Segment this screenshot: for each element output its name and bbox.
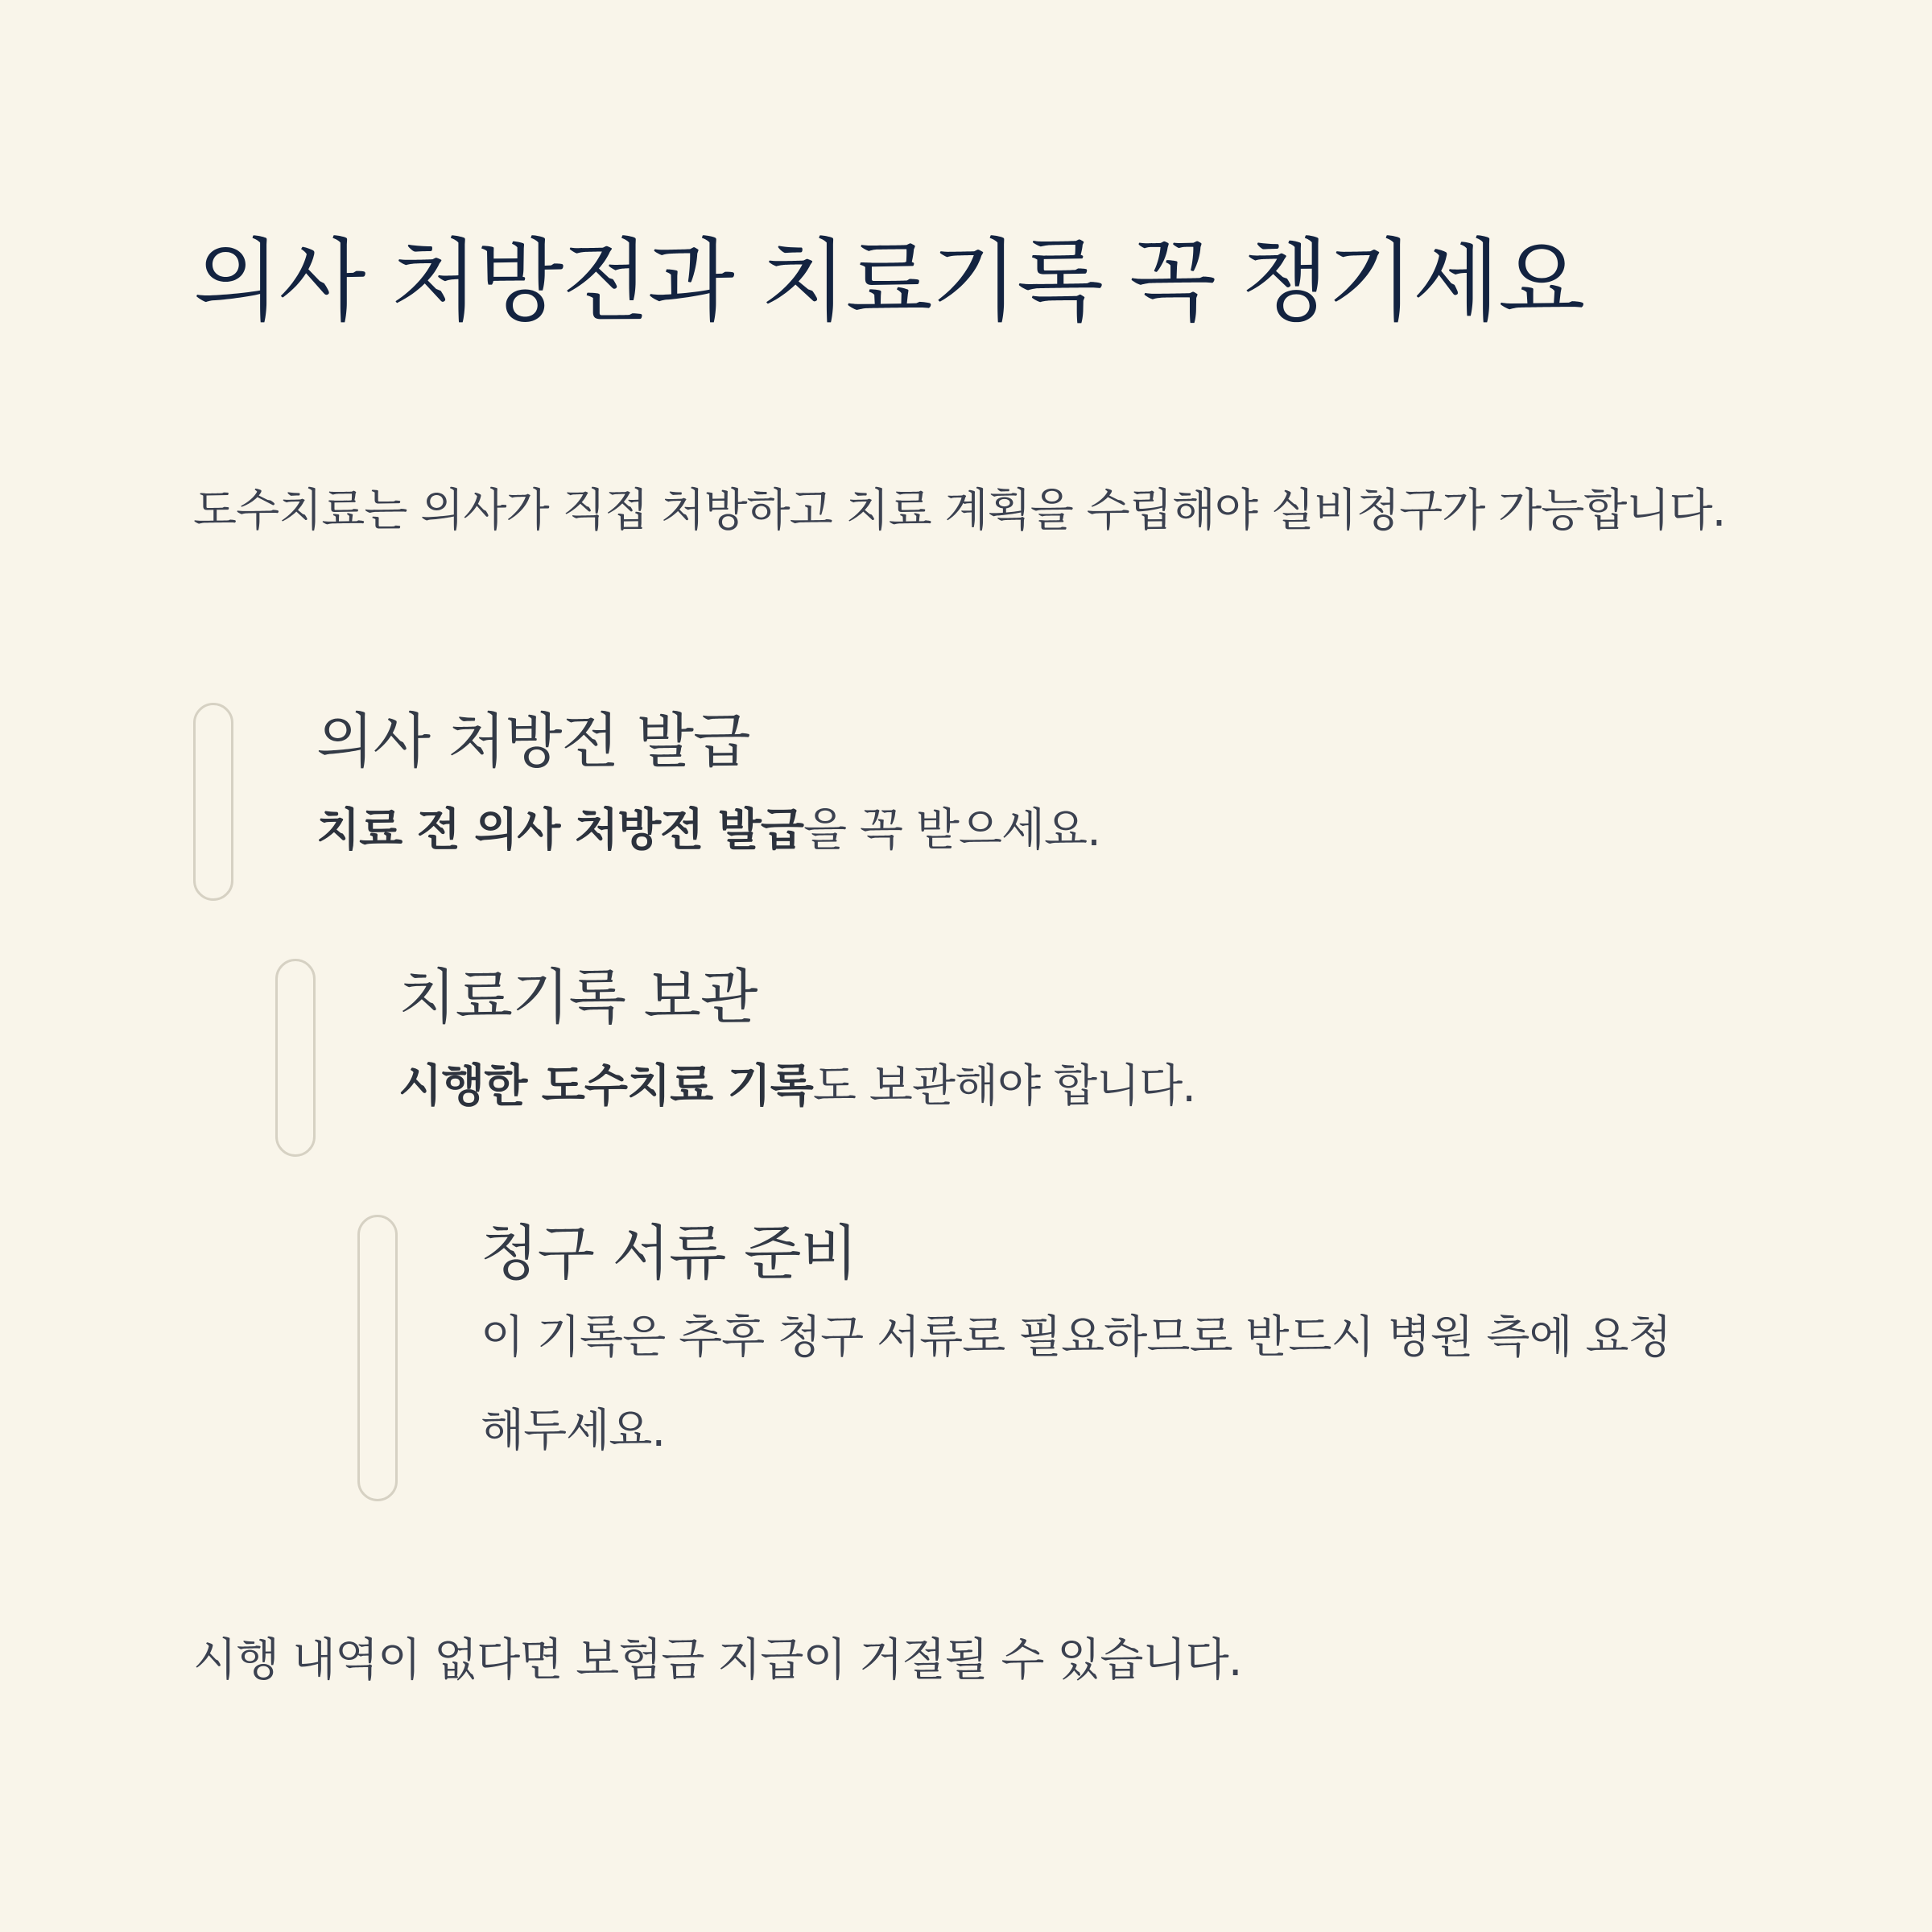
step-description xyxy=(398,1040,1195,1133)
step-description-emphasis: 시행한 도수치료 기록 xyxy=(398,1060,813,1113)
closing-note: 시행 내역이 없다면 보험금 지급이 거절될 수 있습니다. xyxy=(193,1634,1242,1686)
step-description-emphasis: 치료 전 의사 처방전 발급 xyxy=(316,804,803,857)
step-description xyxy=(316,784,1100,877)
intro-text: 도수치료는 의사가 직접 처방하고 치료 계획을 수립해야 실비청구가 가능합니다. xyxy=(193,485,1726,537)
step-description-text: 을 꼭 받으세요. xyxy=(803,804,1100,857)
page-title: 의사 처방전과 치료기록 꼭 챙기세요 xyxy=(193,229,1584,334)
step-marker-bar xyxy=(193,703,233,901)
step-description-text: 도 보관해야 합니다. xyxy=(812,1060,1196,1113)
step-description xyxy=(481,1291,1704,1478)
step-heading: 의사 처방전 발급 xyxy=(316,707,750,776)
step-heading: 치료기록 보관 xyxy=(398,963,758,1032)
step-description-text: 이 기록은 추후 청구 서류로 필요하므로 반드시 병원 측에 요청해두세요. xyxy=(481,1311,1671,1457)
step-marker-bar xyxy=(357,1215,398,1501)
step-heading: 청구 서류 준비 xyxy=(481,1219,857,1288)
step-marker-bar xyxy=(275,959,316,1157)
